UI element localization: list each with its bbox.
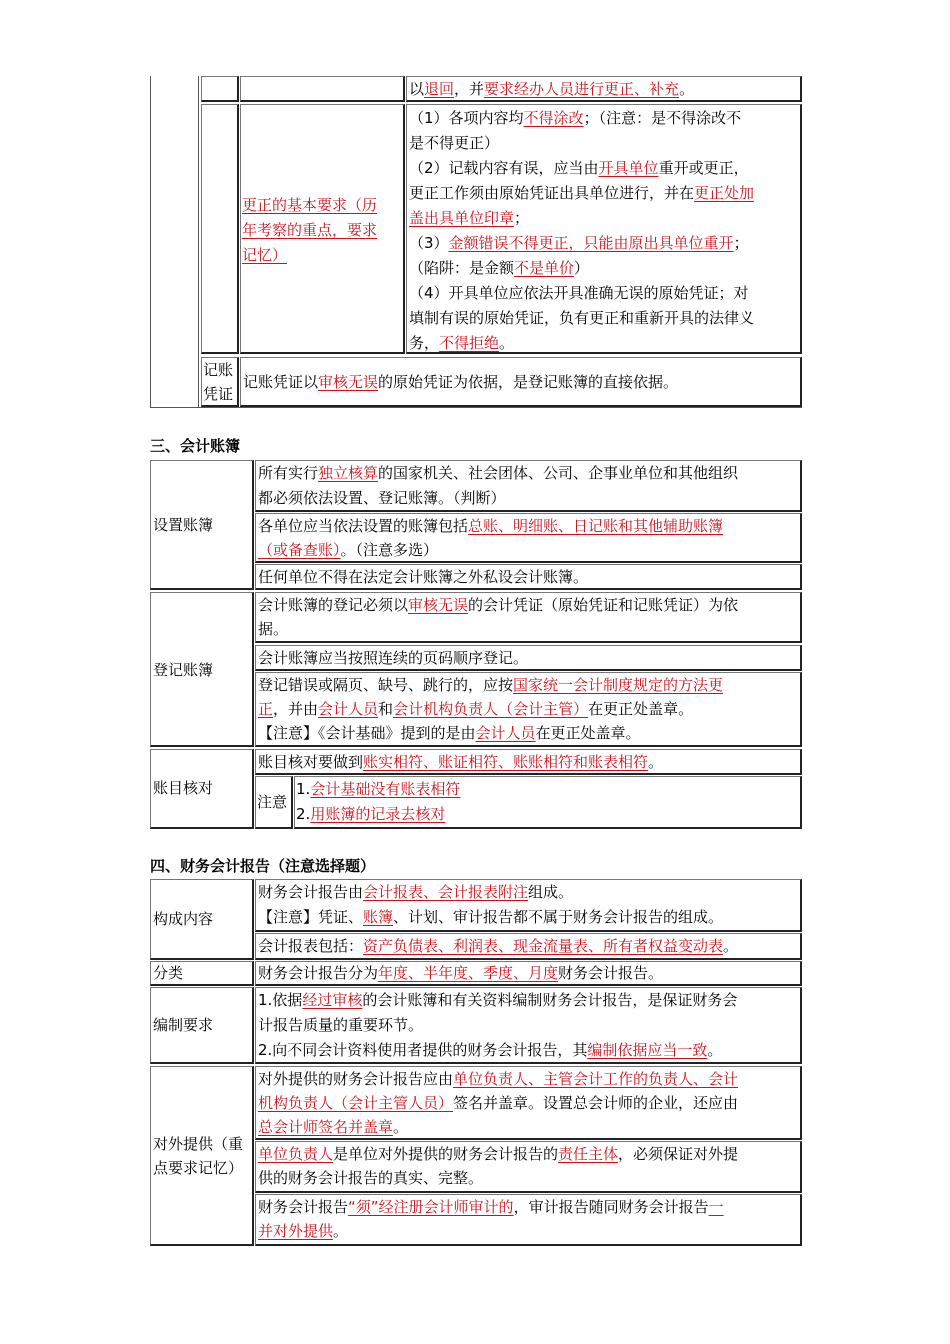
rule-line: 【注意】《会计基础》提到的是由会计人员在更正处盖章。 — [258, 724, 641, 742]
correction-label: 记忆） — [242, 246, 288, 264]
rule-line: 填制有误的原始凭证，负有更正和重新开具的法律义 — [409, 309, 755, 327]
table-border — [150, 407, 802, 408]
rule-line: 是不得更正） — [409, 134, 500, 152]
section-heading: 四、财务会计报告（注意选择题） — [150, 857, 376, 875]
rule-line: 务，不得拒绝。 — [409, 334, 515, 352]
rule-line: 计报告质量的重要环节。 — [258, 1016, 424, 1034]
preparation-label: 编制要求 — [153, 1016, 214, 1034]
correction-label: 年考察的重点，要求 — [242, 221, 378, 239]
rule-line: 会计报表包括：资产负债表、利润表、现金流量表、所有者权益变动表。 — [258, 937, 739, 955]
rule-line: 盖出具单位印章； — [409, 209, 530, 227]
rule-line: 总会计师签名并盖章。 — [258, 1118, 409, 1136]
rule-line: （1）各项内容均不得涂改；（注意：是不得涂改不 — [409, 109, 742, 127]
table-cell — [240, 76, 405, 102]
voucher-label: 凭证 — [203, 385, 234, 403]
rule-line: 账目核对要做到账实相符、账证相符、账账相符和账表相符。 — [258, 753, 664, 771]
rule-line: （2）记载内容有误，应当由开具单位重开或更正， — [409, 159, 749, 177]
rule-line: （4）开具单位应依法开具准确无误的原始凭证；对 — [409, 284, 749, 302]
rule-line: 正，并由会计人员和会计机构负责人（会计主管）在更正处盖章。 — [258, 700, 694, 718]
return-rule: 以退回，并要求经办人员进行更正、补充。 — [409, 80, 695, 98]
rule-line: （陷阱：是金额不是单价） — [409, 259, 590, 277]
rule-line: 单位负责人是单位对外提供的财务会计报告的责任主体，必须保证对外提 — [258, 1145, 739, 1163]
rule-line: 更正工作须由原始凭证出具单位进行，并在更正处加 — [409, 184, 755, 202]
note-item: 1.会计基础没有账表相符 — [296, 780, 461, 798]
rule-line: 1.依据经过审核的会计账簿和有关资料编制财务会计报告，是保证财务会 — [258, 991, 738, 1009]
rule-line: 都必须依法设置、登记账簿。（判断） — [258, 489, 506, 507]
classification-label: 分类 — [153, 964, 184, 982]
correction-label: 更正的基本要求（历 — [242, 196, 378, 214]
table-cell — [201, 104, 239, 354]
section-heading: 三、会计账簿 — [150, 437, 241, 455]
rule-line: 2.向不同会计资料使用者提供的财务会计报告，其编制依据应当一致。 — [258, 1041, 723, 1059]
rule-line: 财务会计报告“须”经注册会计师审计的，审计报告随同财务会计报告一 — [258, 1198, 724, 1216]
note-label: 注意 — [257, 793, 288, 811]
table-border — [150, 76, 151, 408]
rule-line: 所有实行独立核算的国家机关、社会团体、公司、企事业单位和其他组织 — [258, 464, 739, 482]
rule-line: （3）金额错误不得更正，只能由原出具单位重开； — [409, 234, 749, 252]
table-border — [198, 76, 199, 408]
rule-line: 各单位应当依法设置的账簿包括总账、明细账、日记账和其他辅助账簿 — [258, 517, 724, 535]
rule-line: 对外提供的财务会计报告应由单位负责人、主管会计工作的负责人、会计 — [258, 1070, 739, 1088]
rule-line: 供的财务会计报告的真实、完整。 — [258, 1169, 484, 1187]
composition-label: 构成内容 — [153, 910, 214, 928]
voucher-rule: 记账凭证以审核无误的原始凭证为依据，是登记账簿的直接依据。 — [243, 373, 679, 391]
rule-line: 机构负责人（会计主管人员）签名并盖章。设置总会计师的企业，还应由 — [258, 1094, 739, 1112]
setup-label: 设置账簿 — [153, 516, 214, 534]
voucher-label: 记账 — [203, 361, 234, 379]
rule-line: 会计账簿的登记必须以审核无误的会计凭证（原始凭证和记账凭证）为依 — [258, 596, 739, 614]
rule-line: 【注意】凭证、账簿、计划、审计报告都不属于财务会计报告的组成。 — [258, 908, 724, 926]
note-item: 2.用账簿的记录去核对 — [296, 805, 446, 823]
rule-line: 任何单位不得在法定会计账簿之外私设会计账簿。 — [258, 568, 589, 586]
rule-line: 会计账簿应当按照连续的页码顺序登记。 — [258, 649, 529, 667]
rule-line: 财务会计报告分为年度、半年度、季度、月度财务会计报告。 — [258, 964, 664, 982]
table-cell — [201, 76, 239, 102]
rule-line: 据。 — [258, 620, 289, 638]
check-label: 账目核对 — [153, 779, 214, 797]
register-label: 登记账簿 — [153, 661, 214, 679]
rule-line: 财务会计报告由会计报表、会计报表附注组成。 — [258, 883, 574, 901]
external-label: 点要求记忆） — [153, 1159, 244, 1177]
rule-line: 并对外提供。 — [258, 1222, 349, 1240]
rule-line: （或备查账）。（注意多选） — [258, 541, 439, 559]
external-label: 对外提供（重 — [153, 1135, 244, 1153]
rule-line: 登记错误或隔页、缺号、跳行的，应按国家统一会计制度规定的方法更 — [258, 676, 724, 694]
